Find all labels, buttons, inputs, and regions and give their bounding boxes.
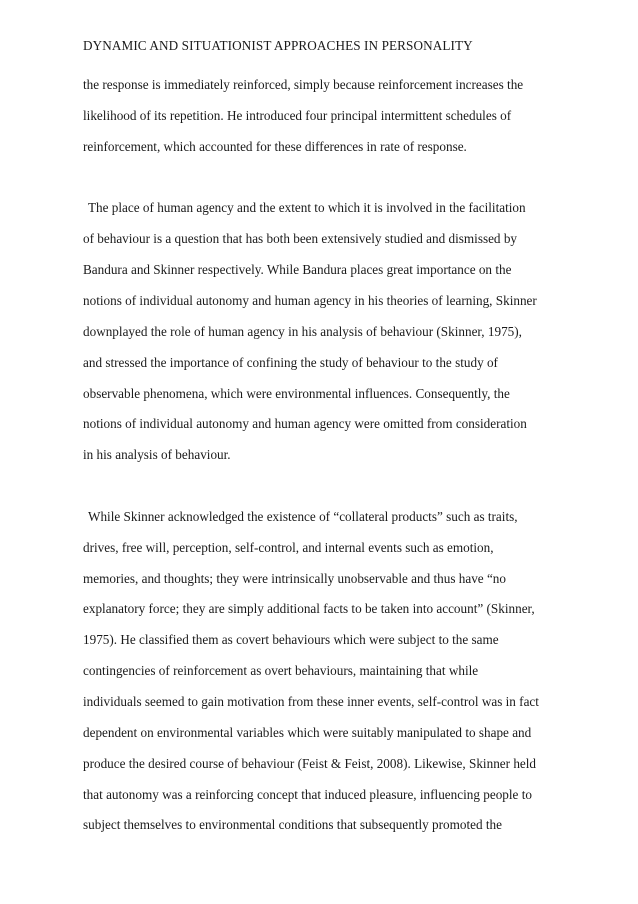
- body-text-line: The place of human agency and the extent to which it is involved in the facilitation: [88, 200, 526, 216]
- body-text-line: downplayed the role of human agency in his analysis of behaviour (Skinner, 1975),: [83, 323, 522, 339]
- body-text-line: While Skinner acknowledged the existence of “collateral products” such as traits,: [88, 508, 518, 524]
- body-text-line: reinforcement, which accounted for these differences in rate of response.: [83, 138, 467, 154]
- body-text-line: observable phenomena, which were environmental influences. Consequently, the: [83, 385, 510, 401]
- body-text-line: Bandura and Skinner respectively. While Bandura places great importance on the: [83, 262, 512, 278]
- body-text-line: individuals seemed to gain motivation from these inner events, self-control was in fact: [83, 694, 539, 709]
- body-text-line: and stressed the importance of confining the study of behaviour to the study of: [83, 354, 498, 370]
- body-text-line: produce the desired course of behaviour (Feist & Feist, 2008). Likewise, Skinner held: [83, 755, 537, 771]
- body-text-line: the response is immediately reinforced, simply because reinforcement increases the: [83, 77, 524, 92]
- body-text-line: memories, and thoughts; they were intrinsically unobservable and thus have “no: [83, 570, 506, 586]
- body-text-line: notions of individual autonomy and human agency in his theories of learning, Skinner: [83, 292, 537, 308]
- body-text-line: notions of individual autonomy and human agency were omitted from consideration: [83, 416, 527, 432]
- body-text-line: contingencies of reinforcement as overt behaviours, maintaining that while: [83, 663, 479, 679]
- body-text-line: subject themselves to environmental conditions that subsequently promoted the: [83, 817, 502, 833]
- body-text-line: that autonomy was a reinforcing concept that induced pleasure, influencing people to: [83, 786, 532, 802]
- body-text-line: of behaviour is a question that has both been extensively studied and dismissed by: [83, 231, 518, 247]
- body-text-line: dependent on environmental variables which were suitably manipulated to shape and: [83, 724, 532, 740]
- body-text-line: likelihood of its repetition. He introduced four principal intermittent schedules of: [83, 107, 512, 123]
- body-text-line: in his analysis of behaviour.: [83, 447, 231, 463]
- body-text-line: explanatory force; they are simply additional facts to be taken into account” (Skinner,: [83, 601, 535, 617]
- running-header: DYNAMIC AND SITUATIONIST APPROACHES IN PERSONALITY: [83, 38, 473, 53]
- body-text-line: 1975). He classified them as covert behaviours which were subject to the same: [83, 632, 499, 648]
- body-text-line: drives, free will, perception, self-control, and internal events such as emotion,: [83, 539, 494, 555]
